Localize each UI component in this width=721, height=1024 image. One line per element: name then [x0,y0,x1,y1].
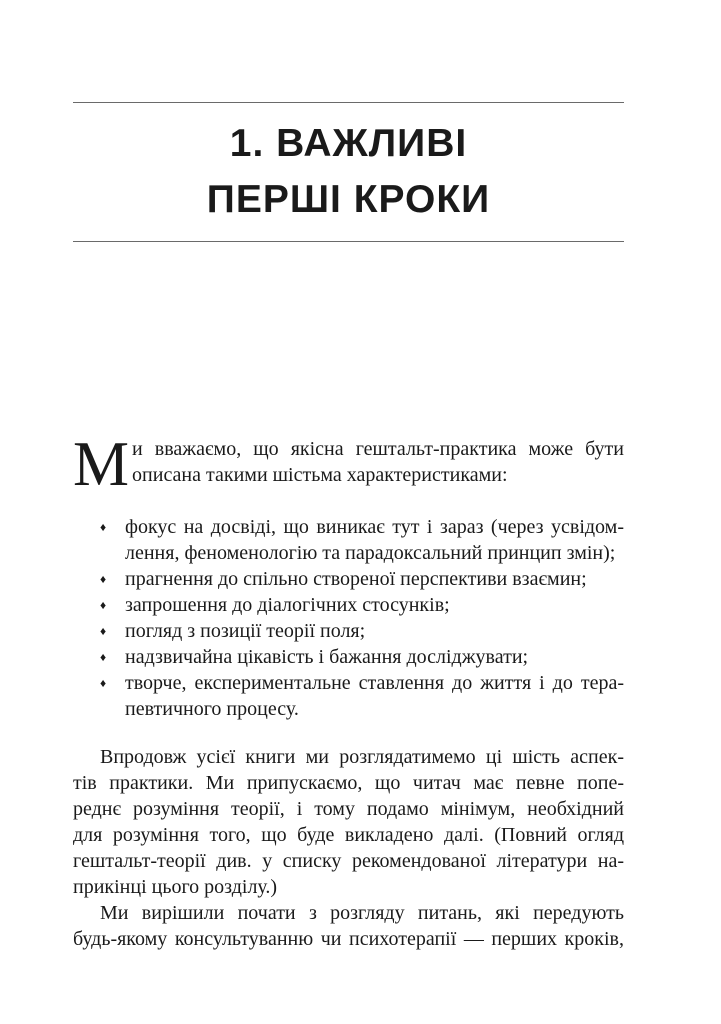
list-item-line: запрошення до діалогічних стосунків; [125,594,450,616]
list-item [73,514,624,566]
intro-line-2: описана такими шістьма характеристиками: [132,464,508,486]
list-item [73,644,624,670]
list-item [73,618,624,644]
paragraph-line: реднє розуміння теорії, і тому подамо мінімум, необхідний [73,798,624,820]
body-paragraph-1 [73,744,624,900]
list-item-line: певтичного процесу. [125,698,299,720]
diamond-bullet-icon: ♦ [100,650,107,664]
list-item-line: надзвичайна цікавість і бажання досліджувати; [125,646,529,668]
paragraph-line: Ми вирішили почати з розгляду питань, які передують [100,902,624,924]
diamond-bullet-icon: ♦ [100,572,107,586]
characteristics-list [73,514,624,722]
drop-cap: М [73,429,130,499]
chapter-title-line-2: ПЕРШІ КРОКИ [206,178,491,221]
chapter-title-line-1: 1. ВАЖЛИВІ [229,122,468,165]
list-item [73,670,624,722]
top-divider [73,102,624,103]
diamond-bullet-icon: ♦ [100,598,107,612]
diamond-bullet-icon: ♦ [100,624,107,638]
paragraph-line: прикінці цього розділу.) [73,876,278,898]
paragraph-line: тів практики. Ми припускаємо, що читач має певне попе- [73,772,624,794]
intro-line-1: и вважаємо, що якісна гештальт-практика може бути [132,438,624,460]
paragraph-line: будь-якому консультуванню чи психотерапії — перших кроків, [73,928,624,950]
list-item-line: погляд з позиції теорії поля; [125,620,366,642]
list-item [73,592,624,618]
chapter-title [73,116,624,228]
paragraph-line: для розуміння того, що буде викладено далі. (Повний огляд [73,824,624,846]
diamond-bullet-icon: ♦ [100,520,107,534]
intro-paragraph [73,429,624,499]
list-item-line: фокус на досвіді, що виникає тут і зараз (через усвідом- [125,516,624,538]
paragraph-line: Впродовж усієї книги ми розглядатимемо ці шість аспек- [100,746,624,768]
list-item [73,566,624,592]
list-item-line: творче, експериментальне ставлення до життя і до тера- [125,672,624,694]
list-item-line: лення, феноменологію та парадоксальний принцип змін); [125,542,616,564]
body-paragraph-2 [73,900,624,952]
diamond-bullet-icon: ♦ [100,676,107,690]
bottom-divider [73,241,624,242]
paragraph-line: гештальт-теорії див. у списку рекомендованої літератури на- [73,850,624,872]
list-item-line: прагнення до спільно створеної перспективи взаємин; [125,568,587,590]
